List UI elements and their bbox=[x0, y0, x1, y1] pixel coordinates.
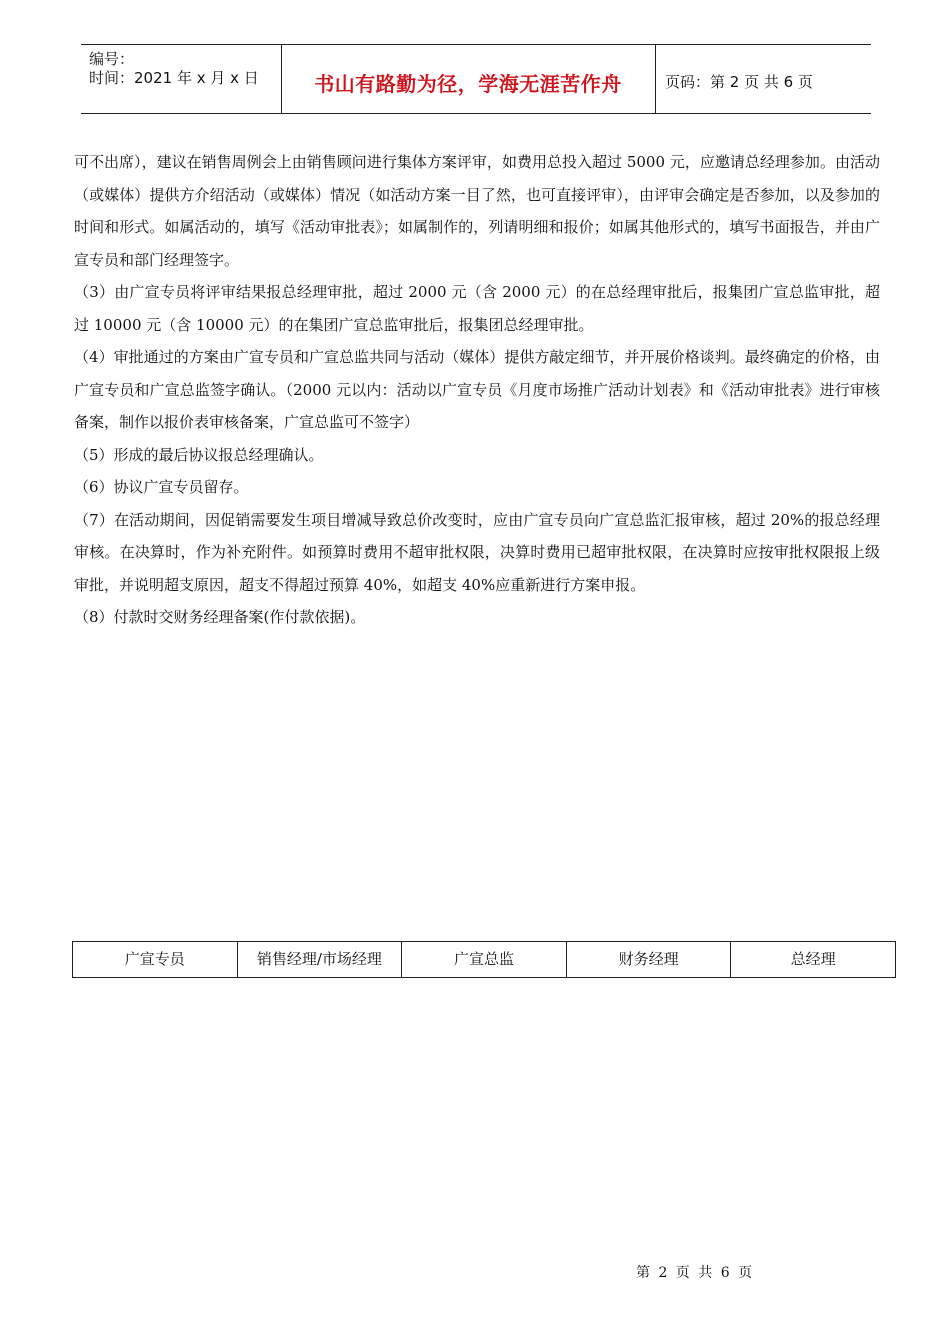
document-number-label: 编号： bbox=[89, 50, 135, 68]
paragraph: （3）由广宣专员将评审结果报总经理审批，超过 2000 元（含 2000 元）的在总经理审批后，报集团广宣总监审批，超过 10000 元（含 10000 元）的在集团广宣总监审批后，报集团总经理审批。 bbox=[74, 283, 880, 334]
header-page-info: 页码：第 2 页 共 6 页 bbox=[665, 73, 813, 91]
signature-cell-publicity-director: 广宣总监 bbox=[402, 942, 567, 978]
header-bottom-rule bbox=[81, 113, 871, 114]
header-divider-right bbox=[655, 44, 656, 114]
header-motto: 书山有路勤为径，学海无涯苦作舟 bbox=[314, 72, 622, 96]
page-footer: 第 2 页 共 6 页 bbox=[636, 1265, 755, 1281]
signature-cell-finance-manager: 财务经理 bbox=[566, 942, 731, 978]
document-body bbox=[74, 146, 880, 634]
header-top-rule bbox=[81, 44, 871, 45]
header-meta bbox=[89, 50, 259, 88]
signature-table bbox=[72, 941, 896, 978]
signature-cell-general-manager: 总经理 bbox=[731, 942, 896, 978]
document-header bbox=[81, 44, 871, 114]
paragraph: （4）审批通过的方案由广宣专员和广宣总监共同与活动（媒体）提供方敲定细节，并开展价格谈判。最终确定的价格，由广宣专员和广宣总监签字确认。（2000 元以内：活动以广宣专员《月度市场推广活动计划表》和《活动审批表》进行审核备案，制作以报价表审核备案，广宣总监可不签字） bbox=[74, 348, 880, 431]
signature-row bbox=[73, 942, 896, 978]
paragraph: （6）协议广宣专员留存。 bbox=[74, 478, 249, 496]
paragraph: （5）形成的最后协议报总经理确认。 bbox=[74, 445, 324, 464]
document-time: 时间：2021 年 x 月 x 日 bbox=[89, 69, 259, 87]
paragraph: 可不出席），建议在销售周例会上由销售顾问进行集体方案评审，如费用总投入超过 5000 元，应邀请总经理参加。由活动（或媒体）提供方介绍活动（或媒体）情况（如活动方案一目了然，也可直接评审），由评审会确定是否参加，以及参加的时间和形式。如属活动的，填写《活动审批表》；如属制作的，列请明细和报价；如属其他形式的，填写书面报告，并由广宣专员和部门经理签字。 bbox=[74, 153, 880, 269]
paragraph: （8）付款时交财务经理备案(作付款依据)。 bbox=[74, 608, 366, 626]
paragraph: （7）在活动期间，因促销需要发生项目增减导致总价改变时，应由广宣专员向广宣总监汇报审核，超过 20%的报总经理审核。在决算时，作为补充附件。如预算时费用不超审批权限，决算时费用已超审批权限，在决算时应按审批权限报上级审批，并说明超支原因，超支不得超过预算 40%，如超支 40%应重新进行方案申报。 bbox=[74, 510, 880, 594]
signature-cell-publicity-specialist: 广宣专员 bbox=[73, 942, 238, 978]
signature-cell-sales-marketing-manager: 销售经理/市场经理 bbox=[237, 942, 402, 978]
